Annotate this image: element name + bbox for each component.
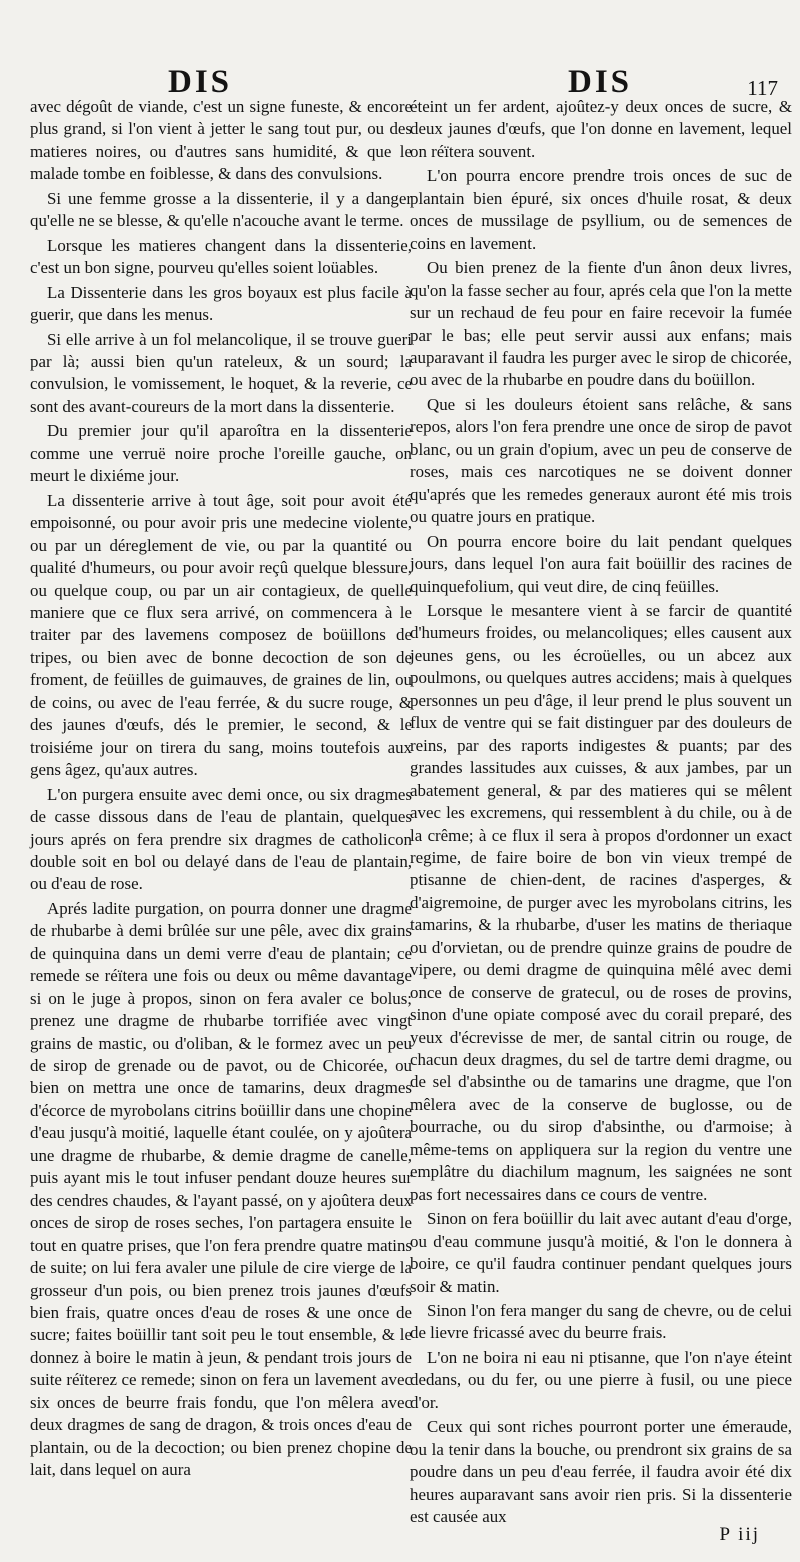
- left-column: [30, 96, 412, 1484]
- paragraph: L'on purgera ensuite avec demi once, ou six dragmes de casse dissous dans de l'eau de plantain, quelques jours aprés on fera prendre six dragmes de catholicon double soit en bol ou delayé dans de l'eau de plantain, ou d'eau de rose.: [30, 784, 412, 894]
- paragraph: Ceux qui sont riches pourront porter une émeraude, ou la tenir dans la bouche, ou prendront six grains de sa poudre dans un peu d'eau ferrée, il faudra avoir été dix heures auparavant sans avoir rien pris. Si la dissenterie est causée aux: [410, 1417, 792, 1527]
- paragraph: L'on pourra encore prendre trois onces de suc de plantain bien épuré, six onces d'huile rosat, & deux onces de mussilage de psyllium, ou de semences de coins en lavement.: [410, 166, 792, 253]
- running-head-left: DIS: [168, 64, 233, 100]
- paragraph: Sinon l'on fera manger du sang de chevre, ou de celui de lievre fricassé avec du beurre frais.: [410, 1301, 792, 1343]
- paragraph: Sinon on fera boüillir du lait avec autant d'eau d'orge, ou d'eau commune jusqu'à moitié, & l'on le donnera à boire, ce qu'il faudra continuer pendant quelques jours soir & matin.: [410, 1209, 792, 1296]
- paragraph: Si elle arrive à un fol melancolique, il se trouve gueri par là; aussi bien qu'un rateleux, & un sourd; la convulsion, le vomissement, le hoquet, & la reverie, ce sont des avant-coureurs de la mort dans la dissenterie.: [30, 329, 412, 416]
- paragraph: Lorsque le mesantere vient à se farcir de quantité d'humeurs froides, ou melancoliques; elles causent aux jeunes gens, ou les écroüelles, ou un abcez aux poulmons, ou quelques autres accidens; mais à quelques personnes un peu d'âge, il leur prend le plus souvent un flux de ventre qui se fait distinguer par des douleurs de reins, par des raports indigestes & puants; par des grandes lassitudes aux cuisses, & aux jambes, par un abatement general, & par des matieres qui se mêlent avec les excremens, qui ressemblent à du chile, ou à de la crême; à ce flux il sera à propos d'ordonner un exact regime, de faire boire de bon vin vieux trempé de ptisanne de chien-dent, de racines d'asperges, & d'aigremoine, de purger avec les myrobolans citrins, les tamarins, & la rhubarbe, d'user les matins de theriaque ou d'orvietan, ou de prendre quinze grains de poudre de vipere, ou demi dragme de quinquina mêlé avec demi once de conserve de gratecul, ou de roses de provins, sinon d'une opiate composé avec du corail preparé, des yeux d'écrevisse de mer, de santal citrin ou rouge, de chacun deux dragmes, du sel de tartre demi dragme, ou de sel d'absinthe ou de tamarins une dragme, que l'on mêlera avec de la conserve de buglosse, ou de bourrache, ou du sirop d'absinthe, ou d'armoise; à même-tems on appliquera sur la region du ventre une emplâtre du diachilum magnum, les saignées ne sont pas fort necessaires dans ce cours de ventre.: [410, 600, 792, 1204]
- paragraph: La Dissenterie dans les gros boyaux est plus facile à guerir, que dans les menus.: [30, 282, 412, 325]
- paragraph: L'on ne boira ni eau ni ptisanne, que l'on n'aye éteint dedans, ou du fer, ou une pierre à fusil, ou une piece d'or.: [410, 1347, 792, 1412]
- paragraph: La dissenterie arrive à tout âge, soit pour avoit été empoisonné, ou pour avoir pris une medecine violente, ou par un déreglement de vie, ou par la quantité ou qualité d'humeurs, ou pour avoir reçû quelque blessure, ou quelque coup, ou par un air contagieux, de quelle maniere que ce flux sera arrivé, on commencera à le traiter par des lavemens composez de boüillons de tripes, ou bien avec de bonne decoction de son de froment, de feüilles de guimauves, de graines de lin, ou de coins, ou avec de l'eau ferrée, & du sucre rouge, & des jaunes d'œufs, dés le premier, le second, & le troisiéme jour on tirera du sang, moins toutefois aux gens âgez, qu'aux autres.: [30, 490, 412, 780]
- paragraph: Si une femme grosse a la dissenterie, il y a danger qu'elle ne se blesse, & qu'elle n'acouche avant le terme.: [30, 188, 412, 231]
- signature-mark: P iij: [719, 1524, 760, 1545]
- paragraph: On pourra encore boire du lait pendant quelques jours, dans lequel l'on aura fait boüillir des racines de quinquefolium, qui veut dire, de cinq feüilles.: [410, 531, 792, 596]
- paragraph: Ou bien prenez de la fiente d'un ânon deux livres, qu'on la fasse secher au four, aprés cela que l'on la mette sur un rechaud de feu pour en faire recevoir la fumée par le bas; elle peut servir aussi aux enfans; mais auparavant il faudra les purger avec le sirop de chicorée, ou avec de la rhubarbe en poudre dans du boüillon.: [410, 258, 792, 390]
- right-column: [410, 96, 792, 1531]
- paragraph: Lorsque les matieres changent dans la dissenterie, c'est un bon signe, pourveu qu'elles soient loüables.: [30, 235, 412, 278]
- paragraph: Aprés ladite purgation, on pourra donner une dragme de rhubarbe à demi brûlée sur une pêle, avec dix grains de quinquina dans un demi verre d'eau de plantain; ce remede se réïtera une fois ou deux ou même davantage si on le juge à propos, sinon on fera avaler ce bolus; prenez une dragme de rhubarbe torrifiée avec vingt grains de mastic, ou d'oliban, & le formez avec un peu de sirop de grenade ou de pavot, ou de Chicorée, ou bien on mettra une once de tamarins, deux dragmes d'écorce de myrobolans citrins boüillir dans une chopine d'eau jusqu'à moitié, laquelle étant coulée, on y ajoûtera une dragme de rhubarbe, & demie dragme de canelle, puis ayant mis le tout infuser pendant douze heures sur des cendres chaudes, & l'ayant passé, on y ajoûtera deux onces de sirop de roses seches, l'on partagera ensuite le tout en quatre prises, que l'on fera prendre quatre matins de suite; on lui fera avaler une pilule de cire vierge de la grosseur d'un pois, ou bien prenez trois jaunes d'œufs bien frais, quatre onces d'eau de roses & une once de sucre; faites boüillir tant soit peu le tout ensemble, & le donnez à boire le matin à jeun, & pendant trois jours de suite réïterez ce remede; sinon on fera un lavement avec six onces de beurre frais fondu, que l'on mêlera avec deux dragmes de sang de dragon, & trois onces d'eau de plantain, ou de la decoction; ou bien prenez chopine de lait, dans lequel on aura: [30, 898, 412, 1480]
- paragraph: Du premier jour qu'il aparoîtra en la dissenterie comme une verruë noire proche l'oreille gauche, on meurt le dixiéme jour.: [30, 421, 412, 486]
- paragraph: Que si les douleurs étoient sans relâche, & sans repos, alors l'on fera prendre une once de sirop de pavot blanc, ou un grain d'opium, avec un peu de conserve de roses, mais ces narcotiques ne se doivent donner qu'aprés que les remedes generaux auront été mis trois ou quatre jours en pratique.: [410, 394, 792, 527]
- page-number: 117: [747, 76, 778, 100]
- paragraph: avec dégoût de viande, c'est un signe funeste, & encore plus grand, si l'on vient à jetter le sang tout pur, ou des matieres noires, ou d'autres sans humidité, & que le malade tombe en foiblesse, & dans des convulsions.: [30, 97, 412, 184]
- paragraph: éteint un fer ardent, ajoûtez-y deux onces de sucre, & deux jaunes d'œufs, que l'on donne en lavement, lequel on réïtera souvent.: [410, 97, 792, 161]
- running-head-right: DIS: [568, 64, 633, 100]
